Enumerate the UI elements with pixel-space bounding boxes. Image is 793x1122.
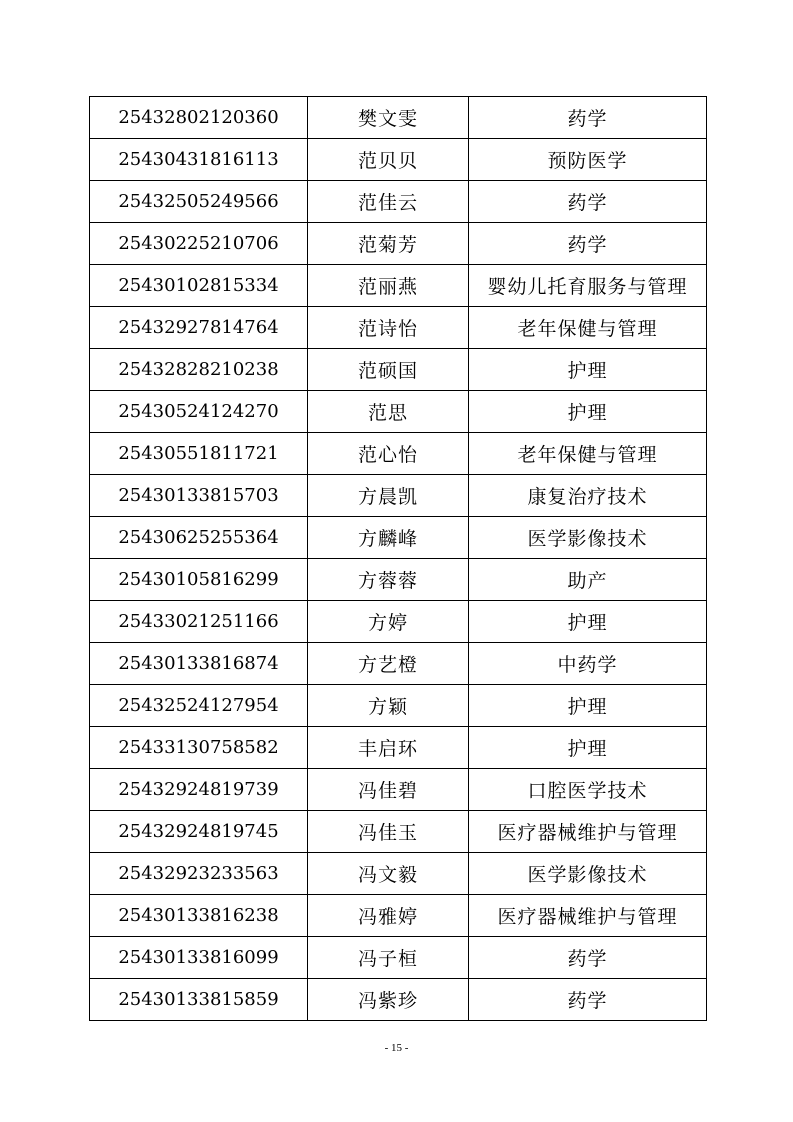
page-number: - 15 - bbox=[384, 1042, 409, 1054]
student-id-cell: 25432924819745 bbox=[90, 811, 308, 853]
table-row bbox=[90, 937, 707, 979]
table-row bbox=[90, 391, 707, 433]
student-id-cell: 25430524124270 bbox=[90, 391, 308, 433]
table-row bbox=[90, 685, 707, 727]
student-id-cell: 25430133815859 bbox=[90, 979, 308, 1021]
roster-table-body bbox=[90, 97, 707, 1021]
table-row bbox=[90, 265, 707, 307]
student-id-cell: 25430133816874 bbox=[90, 643, 308, 685]
major-cell: 药学 bbox=[469, 979, 707, 1021]
student-id-cell: 25432524127954 bbox=[90, 685, 308, 727]
student-id-cell: 25432923233563 bbox=[90, 853, 308, 895]
table-row bbox=[90, 475, 707, 517]
student-name-cell: 范硕国 bbox=[308, 349, 469, 391]
major-cell: 护理 bbox=[469, 601, 707, 643]
student-name-cell: 方颖 bbox=[308, 685, 469, 727]
major-cell: 药学 bbox=[469, 937, 707, 979]
student-id-cell: 25430102815334 bbox=[90, 265, 308, 307]
major-cell: 护理 bbox=[469, 727, 707, 769]
student-name-cell: 范佳云 bbox=[308, 181, 469, 223]
table-row bbox=[90, 769, 707, 811]
major-cell: 助产 bbox=[469, 559, 707, 601]
student-name-cell: 冯佳碧 bbox=[308, 769, 469, 811]
major-cell: 护理 bbox=[469, 349, 707, 391]
major-cell: 药学 bbox=[469, 223, 707, 265]
student-id-cell: 25432802120360 bbox=[90, 97, 308, 139]
student-id-cell: 25432505249566 bbox=[90, 181, 308, 223]
student-id-cell: 25430133816099 bbox=[90, 937, 308, 979]
student-name-cell: 范思 bbox=[308, 391, 469, 433]
table-row bbox=[90, 559, 707, 601]
student-name-cell: 方蓉蓉 bbox=[308, 559, 469, 601]
major-cell: 预防医学 bbox=[469, 139, 707, 181]
table-row bbox=[90, 181, 707, 223]
major-cell: 婴幼儿托育服务与管理 bbox=[469, 265, 707, 307]
major-cell: 医学影像技术 bbox=[469, 517, 707, 559]
student-name-cell: 冯子桓 bbox=[308, 937, 469, 979]
student-id-cell: 25430225210706 bbox=[90, 223, 308, 265]
table-row bbox=[90, 517, 707, 559]
student-id-cell: 25430105816299 bbox=[90, 559, 308, 601]
student-name-cell: 方晨凯 bbox=[308, 475, 469, 517]
student-name-cell: 范贝贝 bbox=[308, 139, 469, 181]
student-id-cell: 25430551811721 bbox=[90, 433, 308, 475]
table-row bbox=[90, 349, 707, 391]
student-name-cell: 范丽燕 bbox=[308, 265, 469, 307]
student-name-cell: 冯紫珍 bbox=[308, 979, 469, 1021]
student-name-cell: 范心怡 bbox=[308, 433, 469, 475]
student-name-cell: 丰启环 bbox=[308, 727, 469, 769]
major-cell: 老年保健与管理 bbox=[469, 307, 707, 349]
student-name-cell: 范菊芳 bbox=[308, 223, 469, 265]
table-row bbox=[90, 433, 707, 475]
major-cell: 医疗器械维护与管理 bbox=[469, 895, 707, 937]
student-name-cell: 范诗怡 bbox=[308, 307, 469, 349]
major-cell: 中药学 bbox=[469, 643, 707, 685]
table-row bbox=[90, 307, 707, 349]
student-id-cell: 25432927814764 bbox=[90, 307, 308, 349]
table-row bbox=[90, 223, 707, 265]
major-cell: 医疗器械维护与管理 bbox=[469, 811, 707, 853]
student-id-cell: 25432828210238 bbox=[90, 349, 308, 391]
student-id-cell: 25433130758582 bbox=[90, 727, 308, 769]
table-row bbox=[90, 139, 707, 181]
major-cell: 医学影像技术 bbox=[469, 853, 707, 895]
major-cell: 药学 bbox=[469, 181, 707, 223]
major-cell: 老年保健与管理 bbox=[469, 433, 707, 475]
student-id-cell: 25430133816238 bbox=[90, 895, 308, 937]
student-name-cell: 冯雅婷 bbox=[308, 895, 469, 937]
major-cell: 康复治疗技术 bbox=[469, 475, 707, 517]
table-row bbox=[90, 853, 707, 895]
major-cell: 护理 bbox=[469, 391, 707, 433]
table-row bbox=[90, 601, 707, 643]
student-name-cell: 方婷 bbox=[308, 601, 469, 643]
table-row bbox=[90, 643, 707, 685]
table-row bbox=[90, 97, 707, 139]
student-roster-table bbox=[89, 96, 707, 1021]
student-name-cell: 樊文雯 bbox=[308, 97, 469, 139]
student-name-cell: 方麟峰 bbox=[308, 517, 469, 559]
major-cell: 护理 bbox=[469, 685, 707, 727]
major-cell: 药学 bbox=[469, 97, 707, 139]
student-id-cell: 25432924819739 bbox=[90, 769, 308, 811]
student-name-cell: 冯佳玉 bbox=[308, 811, 469, 853]
student-name-cell: 方艺橙 bbox=[308, 643, 469, 685]
student-name-cell: 冯文毅 bbox=[308, 853, 469, 895]
table-row bbox=[90, 811, 707, 853]
table-row bbox=[90, 895, 707, 937]
student-id-cell: 25433021251166 bbox=[90, 601, 308, 643]
major-cell: 口腔医学技术 bbox=[469, 769, 707, 811]
student-id-cell: 25430431816113 bbox=[90, 139, 308, 181]
table-row bbox=[90, 727, 707, 769]
table-row bbox=[90, 979, 707, 1021]
student-id-cell: 25430133815703 bbox=[90, 475, 308, 517]
student-id-cell: 25430625255364 bbox=[90, 517, 308, 559]
